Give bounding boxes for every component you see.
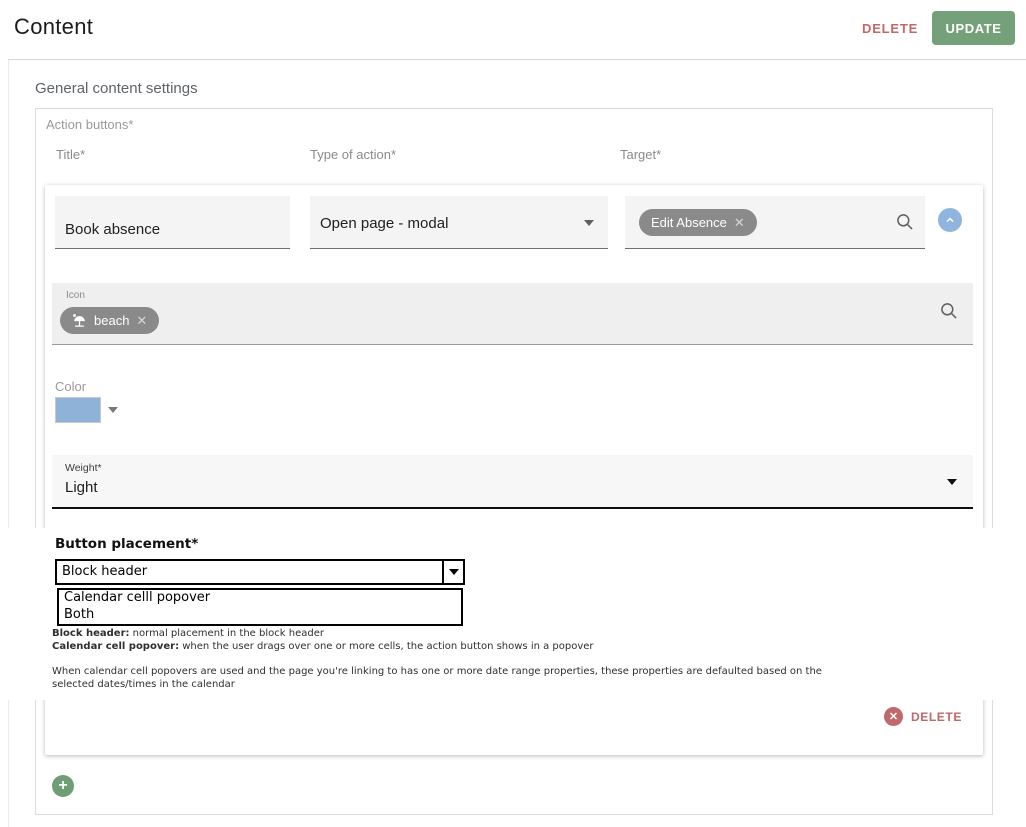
icon-chip-label: beach	[94, 313, 130, 328]
button-placement-label: Button placement*	[55, 536, 199, 552]
title-input[interactable]	[55, 196, 290, 248]
placement-option-calendar-cell-popover[interactable]: Calendar celll popover	[64, 590, 211, 605]
close-icon[interactable]: ✕	[733, 214, 745, 230]
type-of-action-select[interactable]	[310, 196, 608, 249]
plus-icon: +	[58, 776, 68, 794]
update-button[interactable]: UPDATE	[932, 11, 1015, 45]
button-placement-select[interactable]	[55, 559, 465, 585]
weight-select[interactable]	[52, 455, 973, 509]
title-column-label: Title*	[56, 147, 86, 162]
delete-circle-icon: ✕	[884, 707, 903, 726]
search-icon[interactable]	[895, 212, 915, 232]
select-arrow-button[interactable]	[442, 561, 463, 583]
collapse-item-button[interactable]	[938, 208, 962, 232]
icon-chip[interactable]	[60, 307, 159, 334]
help-calendar-popover	[52, 641, 594, 652]
section-heading: General content settings	[35, 80, 198, 97]
chevron-down-icon	[584, 220, 594, 226]
add-action-button[interactable]	[52, 775, 74, 797]
weight-value: Light	[65, 479, 98, 496]
delete-item-label: DELETE	[911, 709, 962, 724]
help-block-header-lead: Block header:	[52, 628, 130, 639]
chevron-down-icon[interactable]	[108, 407, 118, 413]
type-column-label: Type of action*	[310, 147, 396, 162]
placement-note: When calendar cell popovers are used and the page you're linking to has one or more date range properties, these properties are defaulted based on the selected dates/times in the calendar	[52, 666, 822, 690]
color-label: Color	[55, 379, 87, 394]
icon-field[interactable]	[52, 283, 973, 345]
help-block-header-text: normal placement in the block header	[129, 628, 324, 639]
icon-field-label: Icon	[66, 290, 85, 301]
help-calendar-popover-lead: Calendar cell popover:	[52, 641, 180, 652]
target-field[interactable]	[625, 196, 925, 249]
help-block-header	[52, 628, 324, 639]
target-column-label: Target*	[620, 147, 662, 162]
button-placement-listbox	[57, 588, 463, 626]
title-field[interactable]	[55, 196, 290, 249]
chevron-up-icon	[944, 213, 956, 227]
header-divider	[8, 59, 1026, 60]
page-title: Content	[14, 14, 94, 39]
target-chip[interactable]	[639, 209, 757, 236]
type-of-action-value: Open page - modal	[320, 215, 449, 232]
button-placement-selected: Block header	[62, 564, 148, 579]
weight-label: Weight*	[65, 462, 102, 474]
delete-item-button[interactable]	[884, 707, 962, 726]
chevron-down-icon	[449, 569, 459, 575]
help-calendar-popover-text: when the user drags over one or more cells, the action button shows in a popover	[179, 641, 594, 652]
color-swatch[interactable]	[55, 397, 101, 423]
button-placement-overlay	[0, 528, 1026, 700]
delete-button[interactable]: DELETE	[856, 20, 924, 37]
chevron-down-icon	[947, 479, 957, 485]
placement-option-both[interactable]: Both	[64, 607, 95, 622]
action-buttons-label: Action buttons*	[46, 117, 134, 132]
search-icon[interactable]	[939, 301, 959, 321]
beach-umbrella-icon	[72, 313, 87, 328]
target-chip-label: Edit Absence	[651, 215, 727, 230]
page-left-border	[8, 60, 9, 827]
close-icon[interactable]: ✕	[136, 312, 148, 328]
